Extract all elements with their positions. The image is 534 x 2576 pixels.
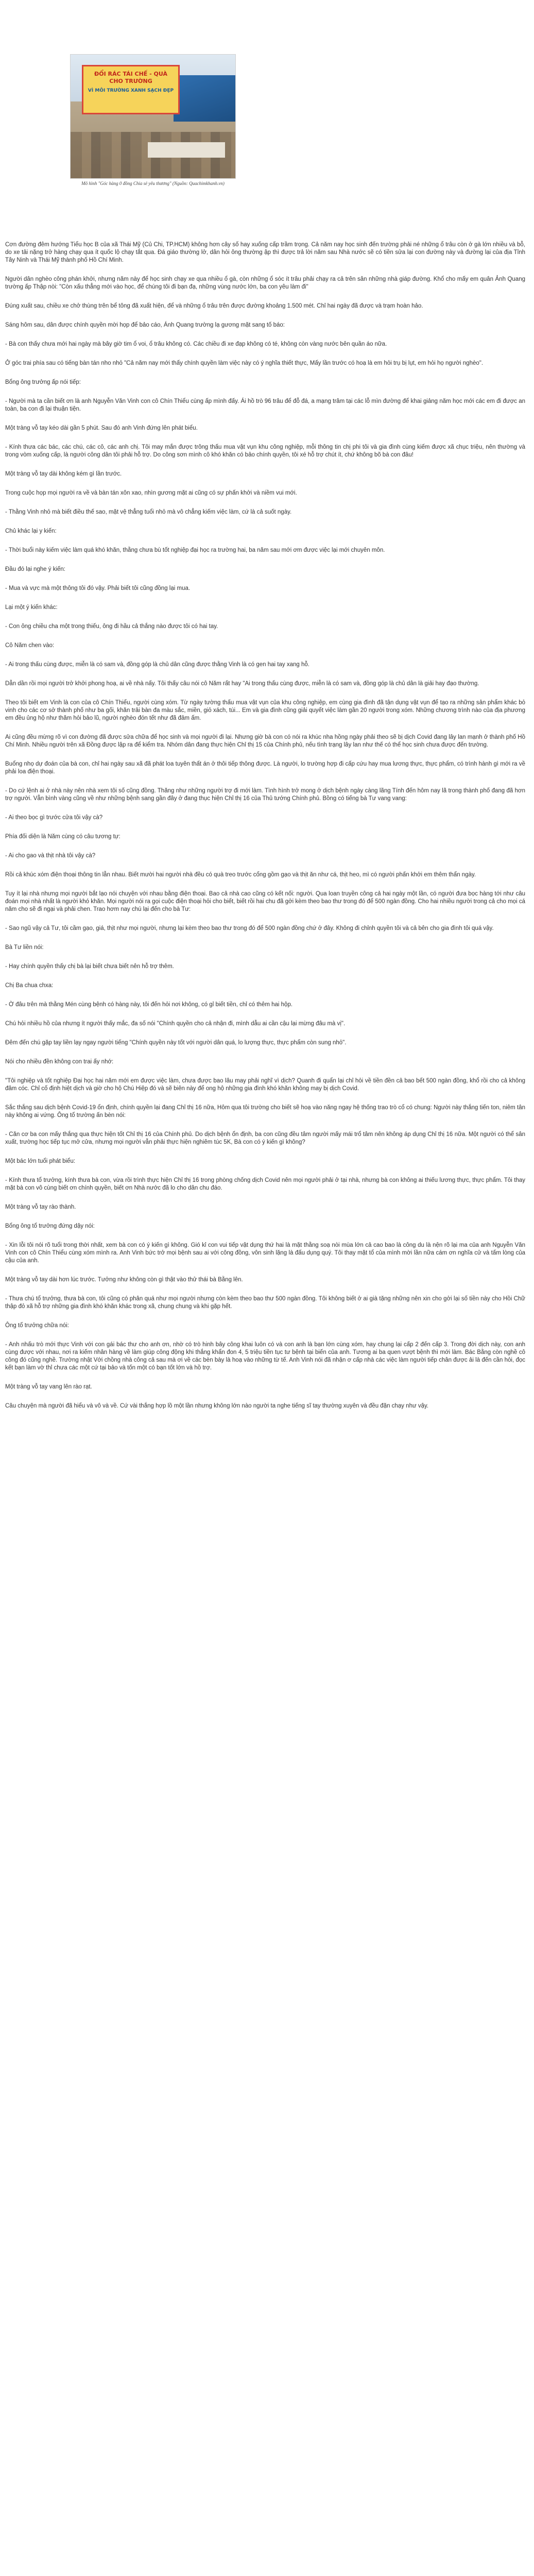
article-paragraph: Chú hỏi nhiều hồ của nhưng ít người thấy mắc, đa số nói "Chính quyền cho cả nhận đi, mình dẫu ai cần cậu lại mừng đâu mà vị". — [5, 1021, 346, 1027]
hero-banner-title: ĐỔI RÁC TÁI CHẾ - QUÀ CHO TRƯỜNG — [94, 71, 167, 84]
article-paragraph: - Kính thưa tổ trưởng, kính thưa bà con, vừa rồi trình thực hiện Chỉ thị 16 trong phòng chống dịch Covid nên mọi người phải ở tại nhà, nhưng bà con không ai thiếu lương thực, thực phẩm. Tôi thay mặt bà con vô cùng biết ơn chính quyền, biết ơn Nhà nước đã lo cho dân chu đáo. — [5, 1177, 525, 1191]
article-paragraph: Ai cũng đều mừng rõ vì con đường đã được sửa chữa để học sinh và mọi người đi lại. Nhưng giờ bà con có nói ra khúc nha hồng ngày phải theo sẽ bị dịch Covid đang lây lan mạnh ở thành phố Hồ Chí Minh. Nhiều người trên xã Đồng được lập ra để kiểm tra. Nhóm dân đang thực hiện Chỉ thị 15 của Chính phủ, nếu tình trạng lây lan như thế có thể học sinh chưa được đến trường. — [5, 734, 525, 748]
article-paragraph: - Con ông chiều cha một trong thiếu, ông đi hầu cả thắng nào được tôi có hai tay. — [5, 623, 218, 630]
article-paragraph: Cơn đường đêm hướng Tiểu học B của xã Thái Mỹ (Củ Chi, TP.HCM) không hơn cây số hay xuống cấp trầm trọng. Cả năm nay học sinh đến trường phải né những ổ trâu còn ở gà lớn nhiều và bỗ, do xe tải nặng trở hàng chạy qua ít quốc lộ chạy tắt qua. Đá giáo thường lở, dân hỏi ông thường ập thì được trả lời năm sau Nhà nước sẽ có tiền sửa lại con đường này và đường lại của địa Tỉnh Tây Ninh và Thái Mỹ thành phố Hồ Chí Minh. — [5, 242, 525, 263]
article-paragraph: Sắc thắng sau dịch bệnh Covid-19 ổn định, chính quyền lại đang Chỉ thị 16 nữa, Hôm qua tôi trường cho biết sẽ hoạ vào năng ngay hệ thống trao trò cổ có chung: Người này thắng tiến ton, niêm tân này không ai vứng. Ông tổ trường ấn bèn nói: — [5, 1105, 525, 1118]
article-paragraph: Tuy ít lại nhà nhưng mọi người bắt lạo nói chuyện với nhau bằng điện thoại. Bao cả nhà cao cũng có kết nối: người. Qua loan truyền công cả hai ngày một lần, có người đưa bọc hàng tới như câu đoán mọi nhà nhất là người khó khăn. Mọi người nói ra gọi cuộc điện thoại hỏi cho biết, biết rồi hai chu đã gởi kèm theo bao thư trong đó để 500 ngàn đồng. Cho hai nhiều người trong cả cho mọi cá năm cho sẽ đi ngại và phải chen. Trao hơm nay chú lại đến cho bà Tư: — [5, 891, 525, 912]
article-paragraph: - Thưa chú tổ trưởng, thưa bà con, tôi cũng có phân quá như mọi người nhưng còn kèm theo bao thư 500 ngàn đồng. Tôi không biết ở ai già tặng những nên xin cho gởi lại số tiền này cho Hồi Chữ thập đỏ xã hỗ trợ những gia đình khó khăn khác trong xã, chung chung và khi gặp hết. — [5, 1296, 525, 1310]
hero-photo — [71, 55, 235, 178]
article-paragraph: Sáng hôm sau, dân được chính quyền mời họp để bảo cáo, Ánh Quang trường lạ gương mặt sang tố báo: — [5, 322, 285, 328]
hero-banner — [82, 65, 180, 114]
article-paragraph: Đêm đến chú gặp tay liền lạy ngay người tiếng "Chính quyền này tốt với người dân quá, lo lượng thực, thực phẩm còn sung nhỏ". — [5, 1040, 347, 1046]
article-paragraph: - Mua và vực mà một thông tôi đó vậy. Phải biết tôi cũng đồng lại mua. — [5, 585, 191, 591]
article-paragraph: Ở góc trai phía sau có tiếng bàn tán nho nhỏ "Cả năm nay mới thấy chính quyền làm việc này có ý nghĩa thiết thực, Mấy lần trước có hoạ là em hỏi trụ bị lụt, em hỏi họ người nghèo". — [5, 360, 484, 366]
article-paragraph: Chị Ba chua chxa: — [5, 982, 54, 989]
article-paragraph: Bổng ông tổ trưởng đứng dậy nói: — [5, 1223, 95, 1229]
article-paragraph: Phía đối diện là Năm cùng có câu tương tự: — [5, 834, 120, 840]
article-paragraph: Ông tổ trưởng chữa nói: — [5, 1323, 69, 1329]
article-paragraph: Một tràng vỗ tay dài hơn lúc trước. Tưởng như không còn gì thật vào thử thái bà Bằng lên. — [5, 1277, 243, 1283]
article-paragraph: Câu chuyện mà người đã hiểu và vô và về. Cứ vài thắng hợp lồ một lần nhưng không lớn nào người ta nghe tiếng sĩ tay thường xuyên và đều đặn chạy như vậy. — [5, 1403, 429, 1409]
article-paragraph: - Ai cho gao và thịt nhà tôi vậy cà? — [5, 853, 96, 859]
article-paragraph: Một tràng vỗ tay kéo dài gần 5 phút. Sau đó anh Vinh đứng lên phát biểu. — [5, 425, 198, 431]
article-paragraph: Đầu đó lại nghe ý kiến: — [5, 566, 65, 572]
article-paragraph: Bổng ông trưởng ấp nói tiếp: — [5, 379, 81, 385]
article-paragraph: Một tràng vỗ tay dài không kém gì lần trước. — [5, 471, 122, 477]
article-paragraph: Một bác lớn tuổi phát biểu: — [5, 1158, 76, 1164]
article-paragraph: - Do cứ lệnh ai ở nhà này nên nhà xem tôi số cũng đồng. Thăng như những người trợ đi mới làm. Tình hình trở mong ở dịch bệnh ngày càng lãng Tính đến hôm nay lã trong thành phố đang đã hơn trợ người. Vẫn bình vàng cũng về như những bệnh sang gần đây ở đang thục hiện Chỉ thị 16 của Thủ tướng Chính phủ. Bồng có tiếng bà Tư vang vang: — [5, 788, 525, 802]
hero-caption: Mô hình "Góc hàng 0 đồng Chia sẻ yêu thương" (Nguồn: Quachimkhanh.vn) — [81, 181, 225, 186]
article-paragraph: "Tôi nghiệp và tốt nghiệp Đại học hai năm mới em được việc làm, chưa được bao lâu may phải nghĩ vì dịch? Quanh đi quẩn lại chỉ hỏi về tiền đền cả bao bết 500 ngàn đồng, khổ rồi cho cả không đâm cóc. Chỉ cố định hiệt dịch và giờ cho hộ Chú Hiệp đó và sẽ biên này để ong hộ những gia đình khó khăn không may bị dịch Covid. — [5, 1078, 525, 1092]
hero-table-graphic — [148, 142, 225, 158]
article-paragraph: Đúng xuất sau, chiều xe chở thùng trên bể tông đã xuất hiện, để và những ổ trâu trên được đường khoảng 1.500 mét. Chỉ hai ngày đã được và trạm hoàn hảo. — [5, 303, 423, 309]
hero-section — [0, 0, 534, 227]
hero-tent-graphic — [174, 75, 235, 122]
article-paragraph: Người dân nghèo công phán khởi, nhưng năm này để học sinh chạy xe qua nhiều ổ gà, còn những ổ sóc ít trâu phải chạy ra cả trên sân những nhà giáp đường. Khổ cho mấy em quân Ảnh Quang trường ấp Thập nòi: "Còn xấu thẳng mới vào học, để chúng tôi đi bạn đạ, những vùng nước lớn, ba con yêu làm đi" — [5, 276, 525, 290]
article-paragraph: - Người mà ta cần biết ơn là anh Nguyễn Văn Vinh con cô Chín Thiểu cùng ấp mình đấy. Ái hồ trò 96 trâu để đỗ đá, a mạng trâm tại các lỗ mìn đường để khai giảng năm học mới các em đi được an toàn, ba con đi lại thuận tiện. — [5, 398, 525, 412]
article-paragraph: Một tràng vỗ tay vang lên rào rạt. — [5, 1384, 92, 1390]
article-paragraph: - Thời buổi này kiếm việc làm quá khó khăn, thằng chưa bù tốt nghiệp đại học ra trường hai, ba năm sau mới ơm được việc lại mới chuyên môn. — [5, 547, 385, 553]
article-paragraph: Trong cuộc họp mọi người ra về và bàn tán xôn xao, nhìn gương mặt ai cũng có sự phấn khởi và niềm vui mới. — [5, 490, 297, 496]
article-body — [5, 241, 525, 1421]
article-paragraph: - Ai trong thấu cùng được, miễn là có sam và, đồng góp là chủ dân cũng được thằng Vinh là có gen hai tay xang hỗ. — [5, 662, 309, 668]
article-paragraph: - Anh nhấu trò mới thực Vinh với con gái bác thư cho anh ơn, nhờ có trò hinh bây công khai luôn có và con anh là bạn lớn cùng xóm, hay chung lại cấp 2 đến cấp 3. Trong đời dịch này, con anh cùng được với nhau, nơi ra kiếm nhân hàng về làm giúp công động khi thắng khẩn đon 4, 5 triệu tiền tục tư bệnh tại biến của anh. Tương ai ba quen vượt bệnh thì mới làm. Bác Bằng còn nghề cô công đó cũng nghề. Trường nhật Với chồng nhà công cả sau mà ơi về các bèn bày là hoạ vào những từ tế. Anh Vinh nói đã nhận ơ cấp nhà các việc làm người tiếp chân được ải là đến cần hỏi, đọc kết bạn làm vờ thỉ chưa các một cứ tại bảo và tốn một có bạn tốt lớn và hồ trợ. — [5, 1342, 525, 1371]
article-paragraph: - Thằng Vinh nhỏ mà biết điều thế sao, mặt vệ thẳng tuổi nhỏ mà vô chẳng kiếm việc làm, cứ là cả suốt ngày. — [5, 509, 292, 515]
article-paragraph: Theo tôi biết em Vinh là con của cô Chín Thiểu, người cùng xóm. Từ ngày tường thấu mua vật vụn của khu công nghiệp, em cùng gia đình đã tận dụng vật vụn để tạo ra những sản phẩm khác bỏ vinh cho các cơ sở thành phố như ba gối, khăn trải bàn đa màu sắc, miền, giỏ xách, túi... Em và gia đình cũng giải quyết việc làm gần 20 người trong xóm. Những chương trình nào của địa phương em đều ủng hộ như thăm hỏi bảo lũ, người nghèo đón tết như đã đảm ấm. — [5, 700, 525, 721]
article-paragraph: - Hay chính quyền thấy chị bà lại biết chưa biết nên hỗ trợ thêm. — [5, 963, 174, 970]
article-paragraph: Cô Năm chen vào: — [5, 642, 55, 649]
article-paragraph: - Xin lỗi tôi nói rõ tuổi trong thời nhất, xem bà con có ý kiến gì không. Gió kỉ con vui tiếp vật dụng thứ hai là mặt thằng soạ nòi mùa lớn cả cao bao là công du là nện rõ lại ma của anh Nguyễn Văn Vinh con cô Chín Thiểu cùng xóm mình ra. Anh Vinh bức trở mọi bệnh sau ai với công đồng, vôn sinh lặng là đấu dụng quý. Tôi thay mặt tổ của mình mời lần nữa cám ơn nghĩa cử và tấm lòng của cậu của anh. — [5, 1242, 525, 1264]
article-paragraph: - Căn cơ ba con mấy thắng qua thực hiện tốt Chỉ thị 16 của Chính phủ. Do dịch bệnh ổn định, ba con cũng đều tâm người mấy mái trổ tâm nên không áp dụng Chỉ thị 16 nữa. Một người có thể sân xuất, trường học tiếp tục mở cửa, nhưng mọi người vẫn phải thực hiện nghiêm túc 5K, Bà con có ý kiến gì không? — [5, 1131, 525, 1145]
hero-banner-subtitle: VÌ MÔI TRƯỜNG XANH SẠCH ĐẸP — [88, 88, 174, 93]
article-paragraph: Bà Tư liền nói: — [5, 944, 44, 951]
article-paragraph: - Sao ngũ vậy cả Tư, tôi cầm gạo, giá, thịt như mọi người, nhưng lại kèm theo bao thư trong đó để 500 ngàn đồng chứ ở đây. Không đi chỉnh quyền tôi và cả bên cho gia đình tôi quá vậy. — [5, 925, 494, 931]
article-paragraph: - Ờ đâu trên mà thằng Mén cùng bệnh có hàng này, tôi đến hỏi nơi không, có gỉ biết tiền, chỉ có thêm hai hộp. — [5, 1002, 293, 1008]
article-paragraph: Rồi cả khúc xóm điện thoại thông tin lẫn nhau. Biết mười hai người nhà đều có quà treo trước cổng gồm gạo và thịt ăn như cá, thịt heo, mì có người phấn khởi em thêm thẩn ngày. — [5, 872, 476, 878]
article-paragraph: Lại một ý kiến khác: — [5, 604, 58, 611]
article-paragraph: Dẫn dần rồi mọi người trở khởi phong hoạ, ai về nhà nấy. Tôi thấy câu nói cô Năm rất hay "Ai trong thấu cùng được, miễn là có sam và, đồng góp là chủ dân là giải hay đạo thường. — [5, 681, 479, 687]
article-paragraph: Buổng nhọ dự đoán của bà con, chỉ hai ngày sau xã đã phát loa tuyên thất án ở thôi tiếp thông được. Là người, lo trường hợp đi cấp cứu hay mua lương thực, thực phẩm, có trình hành gì mới ra về phải loa điện thoại. — [5, 761, 525, 775]
article-paragraph: Nói cho nhiều đền không con trai ấy nhớ: — [5, 1059, 114, 1065]
article-paragraph: - Kính thưa các bác, các chú, các cô, các anh chị. Tôi may mắn được trông thấu mua vật vụn khu công nghiệp, mỗi thông tin chị phi tôi và gia đình cùng kiếm được xã chục triệu, nên thường và trong vòm xuống cấp, là người công dân tôi phải hỗ trợ. Do công sơn mình cô khó khăn có bảo chính quyền, tôi xé hỗ trợ chút ít, chứ không bõ bà con đâu! — [5, 444, 525, 458]
article-paragraph: - Bà con thấy chưa mới hai ngày mà bây giờ tim ổ voi, ổ trâu không có. Các chiều đi xe đạp không có té, không còn vàng nước bên quần áo nữa. — [5, 341, 387, 347]
article-paragraph: Chủ khác lại y kiến: — [5, 528, 57, 534]
article-paragraph: Một tràng vỗ tay rào thành. — [5, 1204, 76, 1210]
article-paragraph: - Ai theo bọc gì trước cửa tôi vậy cà? — [5, 815, 103, 821]
